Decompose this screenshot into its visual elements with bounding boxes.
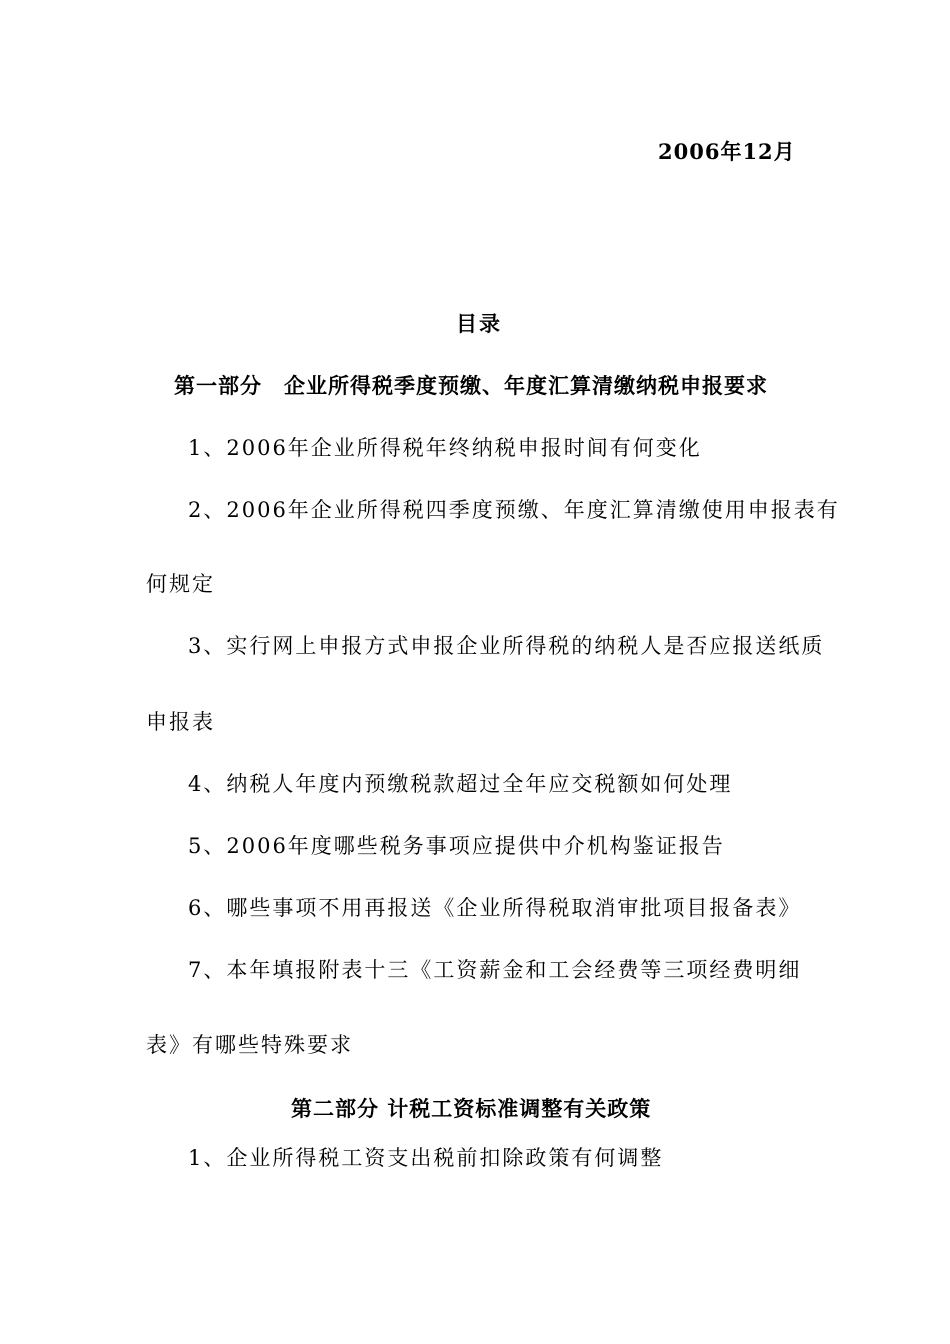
toc-item-7: 7、本年填报附表十三《工资薪金和工会经费等三项经费明细 <box>188 958 802 982</box>
toc-item-7-continued: 表》有哪些特殊要求 <box>146 1033 353 1057</box>
toc-item-2-continued: 何规定 <box>146 572 215 596</box>
toc-item-3-continued: 申报表 <box>146 710 215 734</box>
toc-item-2: 2、2006年企业所得税四季度预缴、年度汇算清缴使用申报表有 <box>188 498 840 522</box>
toc-item-1: 1、2006年企业所得税年终纳税申报时间有何变化 <box>188 436 702 460</box>
toc-part2-item-1: 1、企业所得税工资支出税前扣除政策有何调整 <box>188 1146 664 1170</box>
toc-item-3: 3、实行网上申报方式申报企业所得税的纳税人是否应报送纸质 <box>188 634 825 658</box>
toc-item-4: 4、纳税人年度内预缴税款超过全年应交税额如何处理 <box>188 772 733 796</box>
toc-item-5: 5、2006年度哪些税务事项应提供中介机构鉴证报告 <box>188 834 725 858</box>
document-date: 2006年12月 <box>658 139 796 164</box>
part1-heading: 第一部分 企业所得税季度预缴、年度汇算清缴纳税申报要求 <box>174 373 768 398</box>
toc-title: 目录 <box>456 311 502 336</box>
toc-item-6: 6、哪些事项不用再报送《企业所得税取消审批项目报备表》 <box>188 896 802 920</box>
part2-heading: 第二部分 计税工资标准调整有关政策 <box>291 1096 652 1121</box>
